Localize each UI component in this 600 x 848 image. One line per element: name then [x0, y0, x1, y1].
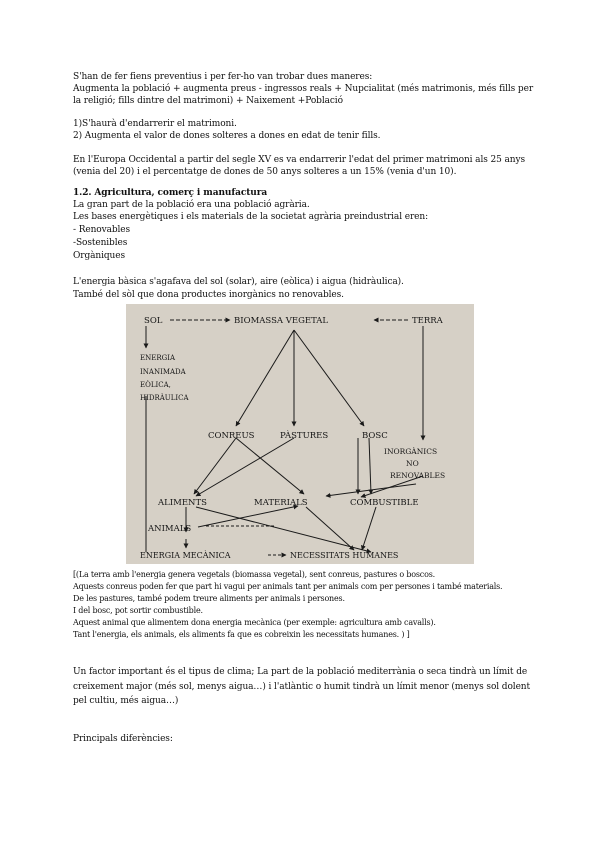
- label-energia-4: HIDRÀULICA: [140, 394, 189, 402]
- section-line-2: Les bases energètiques i els materials de la societat agrària preindustrial eren:: [73, 212, 429, 222]
- section-line-1: La gran part de la població era una població agrària.: [73, 200, 310, 210]
- caption-line-1: [(La terra amb l'energia genera vegetals (biomassa vegetal), sent conreus, pastures o boscos.: [73, 570, 435, 579]
- label-bosc: BOSC: [362, 431, 388, 441]
- section-line-5: Orgàniques: [73, 251, 125, 261]
- label-pastures: PÀSTURES: [280, 431, 329, 441]
- differences-heading: Principals diferències:: [73, 734, 173, 744]
- climate-line-3: pel cultiu, més aigua…): [73, 696, 179, 706]
- label-materials: MATERIALS: [254, 498, 308, 508]
- label-animals: ANIMALS: [148, 524, 192, 534]
- label-terra: TERRA: [412, 316, 443, 326]
- section-line-4: -Sostenibles: [73, 238, 128, 248]
- label-combustible: COMBUSTIBLE: [350, 498, 419, 508]
- intro-line-1: S'han de fer fiens preventius i per fer-ho van trobar dues maneres:: [73, 72, 373, 82]
- energy-line-2: També del sòl que dona productes inorgànics no renovables.: [73, 290, 344, 300]
- label-biomassa: BIOMASSA VEGETAL: [234, 316, 329, 326]
- intro-line-3: la religió; fills dintre del matrimoni) + Naixement +Població: [73, 96, 343, 106]
- climate-line-2: creixement major (més sol, menys aigua…) i l'atlàntic o humit tindrà un límit menor (menys sol dolent: [73, 682, 531, 692]
- way-line-2: 2) Augmenta el valor de dones solteres a dones en edat de tenir fills.: [73, 131, 381, 141]
- europe-line-1: En l'Europa Occidental a partir del segle XV es va endarrerir l'edat del primer matrimoni als 25 anys: [73, 155, 525, 165]
- label-sol: SOL: [144, 316, 163, 326]
- intro-line-2: Augmenta la població + augmenta preus - ingressos reals + Nupcialitat (més matrimonis, més fills per: [73, 84, 534, 94]
- section-heading: 1.2. Agricultura, comerç i manufactura: [73, 188, 268, 198]
- energy-flow-diagram: [126, 304, 474, 564]
- label-necessitats: NECESSITATS HUMANES: [290, 551, 399, 560]
- label-inorganics-3: RENOVABLES: [390, 471, 446, 480]
- label-energia-3: EÒLICA,: [140, 381, 171, 389]
- label-energia-mecanica: ENERGIA MECÀNICA: [140, 551, 231, 560]
- label-energia-2: INANIMADA: [140, 368, 186, 376]
- climate-line-1: Un factor important és el tipus de clima; La part de la població mediterrània o seca tindrà un límit de: [73, 667, 528, 677]
- label-conreus: CONREUS: [208, 431, 255, 441]
- energy-line-1: L'energia bàsica s'agafava del sol (solar), aire (eòlica) i aigua (hidràulica).: [73, 277, 404, 287]
- caption-line-4: I del bosc, pot sortir combustible.: [73, 606, 203, 615]
- label-inorganics-1: INORGÀNICS: [384, 447, 438, 456]
- label-aliments: ALIMENTS: [158, 498, 207, 508]
- caption-line-3: De les pastures, també podem treure aliments per animals i persones.: [73, 594, 345, 603]
- caption-line-5: Aquest animal que alimentem dona energia mecànica (per exemple: agricultura amb cavalls).: [73, 618, 436, 627]
- section-line-3: - Renovables: [73, 225, 131, 235]
- caption-line-2: Aquests conreus poden fer que part hi vagui per animals tant per animals com per persones i també materials.: [73, 582, 503, 591]
- label-inorganics-2: NO: [406, 459, 419, 468]
- europe-line-2: (venia del 20) i el percentatge de dones de 50 anys solteres a un 15% (venia d'un 10).: [73, 167, 457, 177]
- label-energia-1: ENERGIA: [140, 354, 176, 362]
- way-line-1: 1)S'haurà d'endarrerir el matrimoni.: [73, 119, 237, 129]
- caption-line-6: Tant l'energia, els animals, els aliments fa que es cobreixin les necessitats humanes. ) ]: [73, 630, 410, 639]
